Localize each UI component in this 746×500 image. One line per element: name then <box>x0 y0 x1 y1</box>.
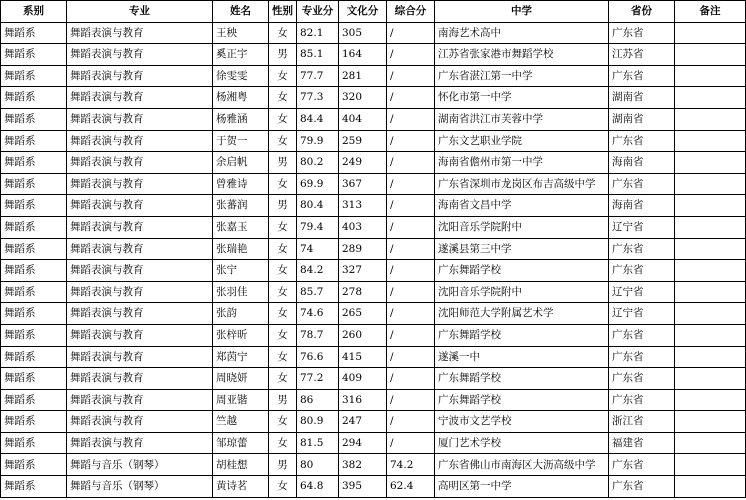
cell-department: 舞蹈系 <box>1 476 67 498</box>
cell-name: 邹琼蕾 <box>213 432 269 454</box>
cell-major-score: 81.5 <box>297 432 339 454</box>
cell-department: 舞蹈系 <box>1 87 67 109</box>
cell-composite-score: / <box>387 303 435 325</box>
cell-major-score: 85.1 <box>297 44 339 66</box>
cell-major-score: 80.9 <box>297 411 339 433</box>
cell-remarks <box>675 173 746 195</box>
cell-province: 广东省 <box>609 476 675 498</box>
cell-culture-score: 313 <box>339 195 387 217</box>
cell-name: 王秧 <box>213 22 269 44</box>
cell-gender: 男 <box>269 44 297 66</box>
cell-major: 舞蹈与音乐（钢琴） <box>67 454 213 476</box>
table-row <box>1 108 746 130</box>
cell-remarks <box>675 87 746 109</box>
cell-composite-score: / <box>387 130 435 152</box>
cell-remarks <box>675 44 746 66</box>
cell-department: 舞蹈系 <box>1 195 67 217</box>
cell-gender: 女 <box>269 368 297 390</box>
cell-gender: 女 <box>269 87 297 109</box>
cell-name: 奚正宇 <box>213 44 269 66</box>
table-row <box>1 411 746 433</box>
cell-major-score: 85.7 <box>297 281 339 303</box>
cell-composite-score: 62.4 <box>387 476 435 498</box>
cell-major-score: 84.4 <box>297 108 339 130</box>
cell-remarks <box>675 432 746 454</box>
cell-gender: 女 <box>269 411 297 433</box>
col-header-province: 省份 <box>609 1 675 23</box>
cell-school: 江苏省张家港市舞蹈学校 <box>435 44 609 66</box>
cell-gender: 女 <box>269 130 297 152</box>
cell-gender: 男 <box>269 195 297 217</box>
cell-province: 广东省 <box>609 130 675 152</box>
cell-composite-score: / <box>387 432 435 454</box>
cell-name: 杨湘粤 <box>213 87 269 109</box>
cell-remarks <box>675 260 746 282</box>
cell-culture-score: 415 <box>339 346 387 368</box>
cell-gender: 男 <box>269 454 297 476</box>
cell-name: 张瑞艳 <box>213 238 269 260</box>
cell-province: 广东省 <box>609 368 675 390</box>
cell-major-score: 80 <box>297 454 339 476</box>
cell-gender: 女 <box>269 65 297 87</box>
cell-department: 舞蹈系 <box>1 346 67 368</box>
cell-major-score: 79.9 <box>297 130 339 152</box>
cell-department: 舞蹈系 <box>1 281 67 303</box>
table-row <box>1 152 746 174</box>
cell-school: 湖南省洪江市芙蓉中学 <box>435 108 609 130</box>
cell-name: 周亚锴 <box>213 389 269 411</box>
cell-name: 余启帆 <box>213 152 269 174</box>
col-header-gender: 性别 <box>269 1 297 23</box>
cell-composite-score: / <box>387 324 435 346</box>
col-header-culture-score: 文化分 <box>339 1 387 23</box>
cell-major: 舞蹈表演与教育 <box>67 281 213 303</box>
cell-province: 湖南省 <box>609 87 675 109</box>
cell-culture-score: 404 <box>339 108 387 130</box>
cell-major-score: 69.9 <box>297 173 339 195</box>
cell-department: 舞蹈系 <box>1 44 67 66</box>
cell-major: 舞蹈表演与教育 <box>67 216 213 238</box>
table-row <box>1 173 746 195</box>
cell-department: 舞蹈系 <box>1 368 67 390</box>
cell-composite-score: / <box>387 22 435 44</box>
cell-remarks <box>675 389 746 411</box>
table-row <box>1 130 746 152</box>
cell-composite-score: / <box>387 411 435 433</box>
cell-name: 胡桂想 <box>213 454 269 476</box>
table-row <box>1 22 746 44</box>
cell-school: 沈阳音乐学院附中 <box>435 281 609 303</box>
cell-gender: 男 <box>269 152 297 174</box>
table-row <box>1 87 746 109</box>
cell-school: 厦门艺术学校 <box>435 432 609 454</box>
cell-gender: 女 <box>269 260 297 282</box>
cell-remarks <box>675 108 746 130</box>
cell-culture-score: 265 <box>339 303 387 325</box>
cell-gender: 女 <box>269 216 297 238</box>
cell-composite-score: / <box>387 152 435 174</box>
col-header-major: 专业 <box>67 1 213 23</box>
cell-culture-score: 260 <box>339 324 387 346</box>
cell-province: 辽宁省 <box>609 303 675 325</box>
cell-name: 张梓昕 <box>213 324 269 346</box>
cell-department: 舞蹈系 <box>1 260 67 282</box>
cell-composite-score: / <box>387 195 435 217</box>
cell-major-score: 74.6 <box>297 303 339 325</box>
cell-province: 广东省 <box>609 324 675 346</box>
cell-culture-score: 316 <box>339 389 387 411</box>
cell-remarks <box>675 65 746 87</box>
cell-culture-score: 320 <box>339 87 387 109</box>
cell-culture-score: 294 <box>339 432 387 454</box>
cell-department: 舞蹈系 <box>1 173 67 195</box>
cell-remarks <box>675 152 746 174</box>
col-header-school: 中学 <box>435 1 609 23</box>
cell-composite-score: / <box>387 368 435 390</box>
cell-remarks <box>675 22 746 44</box>
cell-school: 广东文艺职业学院 <box>435 130 609 152</box>
cell-culture-score: 259 <box>339 130 387 152</box>
cell-province: 海南省 <box>609 195 675 217</box>
table-row <box>1 324 746 346</box>
col-header-department: 系别 <box>1 1 67 23</box>
cell-name: 张嘉玉 <box>213 216 269 238</box>
cell-name: 黄诗茗 <box>213 476 269 498</box>
cell-school: 高明区第一中学 <box>435 476 609 498</box>
cell-department: 舞蹈系 <box>1 216 67 238</box>
cell-composite-score: / <box>387 216 435 238</box>
cell-school: 广东省佛山市南海区大沥高级中学 <box>435 454 609 476</box>
table-row <box>1 368 746 390</box>
cell-major: 舞蹈表演与教育 <box>67 22 213 44</box>
cell-remarks <box>675 216 746 238</box>
cell-culture-score: 367 <box>339 173 387 195</box>
cell-province: 广东省 <box>609 22 675 44</box>
cell-name: 杨雅涵 <box>213 108 269 130</box>
cell-major: 舞蹈表演与教育 <box>67 238 213 260</box>
cell-remarks <box>675 454 746 476</box>
cell-culture-score: 327 <box>339 260 387 282</box>
table-row <box>1 303 746 325</box>
cell-gender: 女 <box>269 22 297 44</box>
col-header-name: 姓名 <box>213 1 269 23</box>
cell-major-score: 79.4 <box>297 216 339 238</box>
cell-department: 舞蹈系 <box>1 389 67 411</box>
cell-culture-score: 305 <box>339 22 387 44</box>
cell-name: 张韵 <box>213 303 269 325</box>
cell-gender: 男 <box>269 389 297 411</box>
cell-major-score: 77.2 <box>297 368 339 390</box>
cell-remarks <box>675 324 746 346</box>
cell-remarks <box>675 303 746 325</box>
cell-department: 舞蹈系 <box>1 432 67 454</box>
cell-major-score: 80.4 <box>297 195 339 217</box>
cell-remarks <box>675 411 746 433</box>
col-header-remarks: 备注 <box>675 1 746 23</box>
cell-school: 海南省儋州市第一中学 <box>435 152 609 174</box>
cell-major-score: 77.3 <box>297 87 339 109</box>
cell-school: 广东舞蹈学校 <box>435 324 609 346</box>
cell-department: 舞蹈系 <box>1 454 67 476</box>
cell-major: 舞蹈表演与教育 <box>67 324 213 346</box>
cell-culture-score: 409 <box>339 368 387 390</box>
cell-gender: 女 <box>269 108 297 130</box>
cell-composite-score: / <box>387 238 435 260</box>
cell-major: 舞蹈表演与教育 <box>67 44 213 66</box>
cell-school: 沈阳师范大学附属艺术学 <box>435 303 609 325</box>
cell-major-score: 74 <box>297 238 339 260</box>
cell-major: 舞蹈表演与教育 <box>67 432 213 454</box>
cell-department: 舞蹈系 <box>1 65 67 87</box>
cell-major: 舞蹈表演与教育 <box>67 389 213 411</box>
cell-composite-score: / <box>387 389 435 411</box>
cell-major-score: 76.6 <box>297 346 339 368</box>
cell-composite-score: / <box>387 108 435 130</box>
cell-province: 广东省 <box>609 173 675 195</box>
cell-major: 舞蹈表演与教育 <box>67 368 213 390</box>
cell-major: 舞蹈表演与教育 <box>67 173 213 195</box>
cell-gender: 女 <box>269 346 297 368</box>
col-header-major-score: 专业分 <box>297 1 339 23</box>
cell-province: 广东省 <box>609 260 675 282</box>
cell-name: 徐雯雯 <box>213 65 269 87</box>
cell-name: 曾雅诗 <box>213 173 269 195</box>
cell-gender: 女 <box>269 303 297 325</box>
cell-name: 张宁 <box>213 260 269 282</box>
cell-gender: 女 <box>269 238 297 260</box>
cell-composite-score: / <box>387 87 435 109</box>
table-row <box>1 238 746 260</box>
table-row <box>1 44 746 66</box>
cell-name: 竺越 <box>213 411 269 433</box>
cell-composite-score: / <box>387 281 435 303</box>
cell-province: 江苏省 <box>609 44 675 66</box>
cell-composite-score: / <box>387 173 435 195</box>
cell-culture-score: 278 <box>339 281 387 303</box>
cell-remarks <box>675 281 746 303</box>
cell-province: 湖南省 <box>609 108 675 130</box>
cell-remarks <box>675 130 746 152</box>
table-row <box>1 216 746 238</box>
cell-province: 福建省 <box>609 432 675 454</box>
cell-major: 舞蹈表演与教育 <box>67 260 213 282</box>
col-header-composite-score: 综合分 <box>387 1 435 23</box>
table-row <box>1 454 746 476</box>
cell-remarks <box>675 238 746 260</box>
cell-department: 舞蹈系 <box>1 238 67 260</box>
cell-name: 于贺一 <box>213 130 269 152</box>
cell-major: 舞蹈表演与教育 <box>67 108 213 130</box>
cell-remarks <box>675 346 746 368</box>
table-row <box>1 476 746 498</box>
cell-province: 广东省 <box>609 238 675 260</box>
cell-culture-score: 247 <box>339 411 387 433</box>
cell-composite-score: / <box>387 346 435 368</box>
cell-province: 辽宁省 <box>609 281 675 303</box>
cell-major: 舞蹈表演与教育 <box>67 303 213 325</box>
table-row <box>1 346 746 368</box>
cell-school: 广东舞蹈学校 <box>435 260 609 282</box>
cell-department: 舞蹈系 <box>1 303 67 325</box>
cell-culture-score: 403 <box>339 216 387 238</box>
cell-composite-score: / <box>387 65 435 87</box>
cell-school: 怀化市第一中学 <box>435 87 609 109</box>
cell-school: 广东省深圳市龙岗区布吉高级中学 <box>435 173 609 195</box>
cell-gender: 女 <box>269 324 297 346</box>
cell-gender: 女 <box>269 281 297 303</box>
cell-composite-score: / <box>387 260 435 282</box>
table-row <box>1 281 746 303</box>
cell-province: 海南省 <box>609 152 675 174</box>
cell-major-score: 80.2 <box>297 152 339 174</box>
table-body <box>1 22 746 497</box>
cell-major-score: 84.2 <box>297 260 339 282</box>
cell-school: 遂溪县第三中学 <box>435 238 609 260</box>
cell-department: 舞蹈系 <box>1 324 67 346</box>
cell-gender: 女 <box>269 173 297 195</box>
cell-name: 张羽佳 <box>213 281 269 303</box>
cell-gender: 女 <box>269 432 297 454</box>
cell-province: 浙江省 <box>609 411 675 433</box>
cell-culture-score: 281 <box>339 65 387 87</box>
table-row <box>1 65 746 87</box>
cell-department: 舞蹈系 <box>1 108 67 130</box>
table-row <box>1 389 746 411</box>
cell-major: 舞蹈表演与教育 <box>67 346 213 368</box>
cell-culture-score: 395 <box>339 476 387 498</box>
cell-province: 广东省 <box>609 454 675 476</box>
cell-name: 周晓妍 <box>213 368 269 390</box>
cell-culture-score: 289 <box>339 238 387 260</box>
cell-department: 舞蹈系 <box>1 130 67 152</box>
cell-department: 舞蹈系 <box>1 22 67 44</box>
cell-composite-score: / <box>387 44 435 66</box>
table-row <box>1 195 746 217</box>
cell-school: 海南省文昌中学 <box>435 195 609 217</box>
cell-province: 广东省 <box>609 65 675 87</box>
cell-major: 舞蹈表演与教育 <box>67 65 213 87</box>
cell-school: 南海艺术高中 <box>435 22 609 44</box>
table-row <box>1 260 746 282</box>
cell-major-score: 77.7 <box>297 65 339 87</box>
cell-name: 张蕃润 <box>213 195 269 217</box>
cell-school: 广东省湛江第一中学 <box>435 65 609 87</box>
header-row <box>1 1 746 23</box>
cell-major-score: 78.7 <box>297 324 339 346</box>
cell-major-score: 64.8 <box>297 476 339 498</box>
cell-gender: 女 <box>269 476 297 498</box>
cell-department: 舞蹈系 <box>1 152 67 174</box>
cell-major: 舞蹈表演与教育 <box>67 130 213 152</box>
cell-province: 广东省 <box>609 346 675 368</box>
table-row <box>1 432 746 454</box>
cell-school: 遂溪一中 <box>435 346 609 368</box>
cell-composite-score: 74.2 <box>387 454 435 476</box>
cell-culture-score: 382 <box>339 454 387 476</box>
cell-province: 广东省 <box>609 389 675 411</box>
cell-major-score: 86 <box>297 389 339 411</box>
cell-major: 舞蹈与音乐（钢琴） <box>67 476 213 498</box>
cell-school: 广东舞蹈学校 <box>435 389 609 411</box>
cell-culture-score: 164 <box>339 44 387 66</box>
cell-school: 广东舞蹈学校 <box>435 368 609 390</box>
cell-school: 宁波市文艺学校 <box>435 411 609 433</box>
cell-department: 舞蹈系 <box>1 411 67 433</box>
cell-name: 郑茵宁 <box>213 346 269 368</box>
cell-remarks <box>675 368 746 390</box>
cell-major: 舞蹈表演与教育 <box>67 411 213 433</box>
cell-school: 沈阳音乐学院附中 <box>435 216 609 238</box>
cell-remarks <box>675 476 746 498</box>
cell-remarks <box>675 195 746 217</box>
cell-culture-score: 249 <box>339 152 387 174</box>
cell-major: 舞蹈表演与教育 <box>67 152 213 174</box>
cell-major: 舞蹈表演与教育 <box>67 195 213 217</box>
cell-major-score: 82.1 <box>297 22 339 44</box>
cell-province: 辽宁省 <box>609 216 675 238</box>
cell-major: 舞蹈表演与教育 <box>67 87 213 109</box>
